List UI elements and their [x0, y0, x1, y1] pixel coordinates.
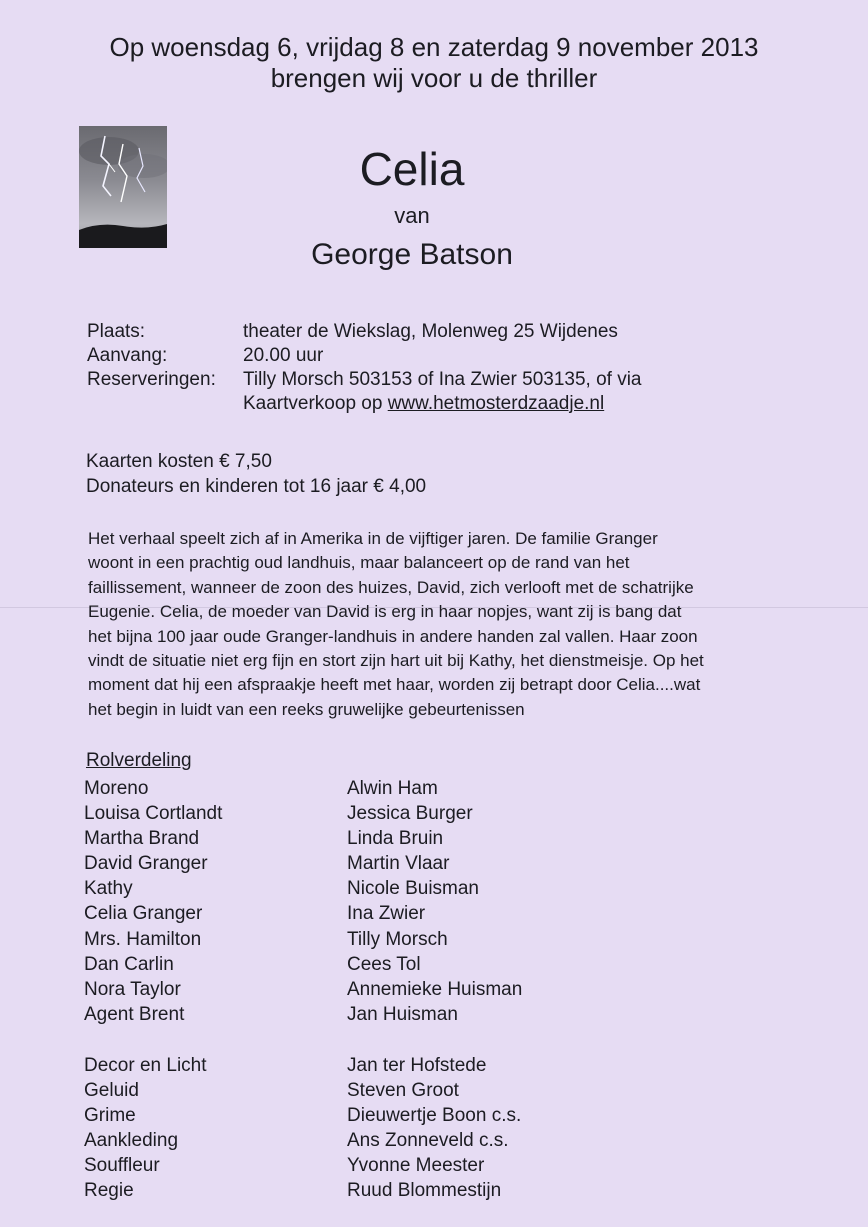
crew-role: Grime — [84, 1105, 136, 1126]
cast-actor: Linda Bruin — [347, 828, 444, 849]
crew-member: Ans Zonneveld c.s. — [347, 1130, 509, 1151]
lightning-storm-photo — [79, 126, 167, 248]
cast-actor: Cees Tol — [347, 954, 421, 975]
cast-role: Martha Brand — [84, 828, 200, 849]
tickets-prefix: Kaartverkoop op — [243, 393, 388, 414]
header-subtitle: brengen wij voor u de thriller — [270, 63, 598, 93]
place-value: theater de Wiekslag, Molenweg 25 Wijdenes — [243, 321, 618, 342]
place-label: Plaats: — [87, 321, 146, 342]
crew-role: Geluid — [84, 1080, 139, 1101]
cast-actor: Annemieke Huisman — [347, 979, 523, 1000]
play-by: van — [394, 203, 430, 228]
play-author: George Batson — [311, 238, 513, 271]
cast-actor: Martin Vlaar — [347, 853, 450, 874]
reservations-value: Tilly Morsch 503153 of Ina Zwier 503135, of via — [243, 369, 642, 390]
tickets-line — [243, 392, 604, 416]
story-paragraph — [88, 527, 788, 722]
tickets-link[interactable]: www.hetmosterdzaadje.nl — [387, 393, 605, 414]
crew-role: Decor en Licht — [84, 1055, 207, 1076]
cast-role: David Granger — [84, 853, 208, 874]
cast-actor: Jessica Burger — [347, 803, 473, 824]
start-value: 20.00 uur — [243, 345, 324, 366]
crew-role: Souffleur — [84, 1155, 160, 1176]
cast-role: Nora Taylor — [84, 979, 181, 1000]
play-title: Celia — [359, 143, 465, 195]
story-line: vindt de situatie niet erg fijn en stort zijn hart uit bij Kathy, het dienstmeisje. Op het — [88, 651, 704, 671]
cast-actor: Jan Huisman — [347, 1004, 458, 1025]
story-line: moment dat hij een afspraakje heeft met haar, worden zij betrapt door Celia....wat — [88, 675, 701, 695]
header — [0, 32, 868, 94]
cast-role: Celia Granger — [84, 903, 203, 924]
story-line: het begin in luidt van een reeks gruwelijke gebeurtenissen — [88, 699, 525, 719]
prices — [86, 449, 426, 499]
story-line: woont in een prachtig oud landhuis, maar balanceert op de rand van het — [88, 553, 630, 573]
cast-actor: Nicole Buisman — [347, 878, 479, 899]
crew-role: Regie — [84, 1180, 134, 1201]
crew-member: Ruud Blommestijn — [347, 1180, 502, 1201]
cast-actor: Tilly Morsch — [347, 929, 448, 950]
cast-role: Louisa Cortlandt — [84, 803, 223, 824]
cast-actor: Ina Zwier — [347, 903, 426, 924]
cast-role: Mrs. Hamilton — [84, 929, 202, 950]
price-regular: Kaarten kosten € 7,50 — [86, 451, 272, 472]
cast-role: Dan Carlin — [84, 954, 174, 975]
story-line: faillissement, wanneer de zoon des huizes, David, zich verlooft met de schatrijke — [88, 577, 694, 597]
cast-role: Kathy — [84, 878, 133, 899]
crew-member: Dieuwertje Boon c.s. — [347, 1105, 522, 1126]
price-reduced: Donateurs en kinderen tot 16 jaar € 4,00 — [86, 476, 427, 497]
crew-member: Jan ter Hofstede — [347, 1055, 487, 1076]
cast-actor: Alwin Ham — [347, 778, 438, 799]
crew-role: Aankleding — [84, 1130, 179, 1151]
cast-heading: Rolverdeling — [86, 750, 192, 771]
crew-member: Yvonne Meester — [347, 1155, 485, 1176]
reservations-label: Reserveringen: — [87, 369, 216, 390]
story-line: Eugenie. Celia, de moeder van David is erg in haar nopjes, want zij is bang dat — [88, 602, 682, 622]
start-label: Aanvang: — [87, 345, 168, 366]
story-line: het bijna 100 jaar oude Granger-landhuis in andere handen zal vallen. Haar zoon — [88, 626, 698, 646]
cast-role: Moreno — [84, 778, 149, 799]
cast-role: Agent Brent — [84, 1004, 185, 1025]
crew-member: Steven Groot — [347, 1080, 459, 1101]
header-dates: Op woensdag 6, vrijdag 8 en zaterdag 9 november 2013 — [109, 32, 759, 62]
story-line: Het verhaal speelt zich af in Amerika in de vijftiger jaren. De familie Granger — [88, 529, 658, 548]
